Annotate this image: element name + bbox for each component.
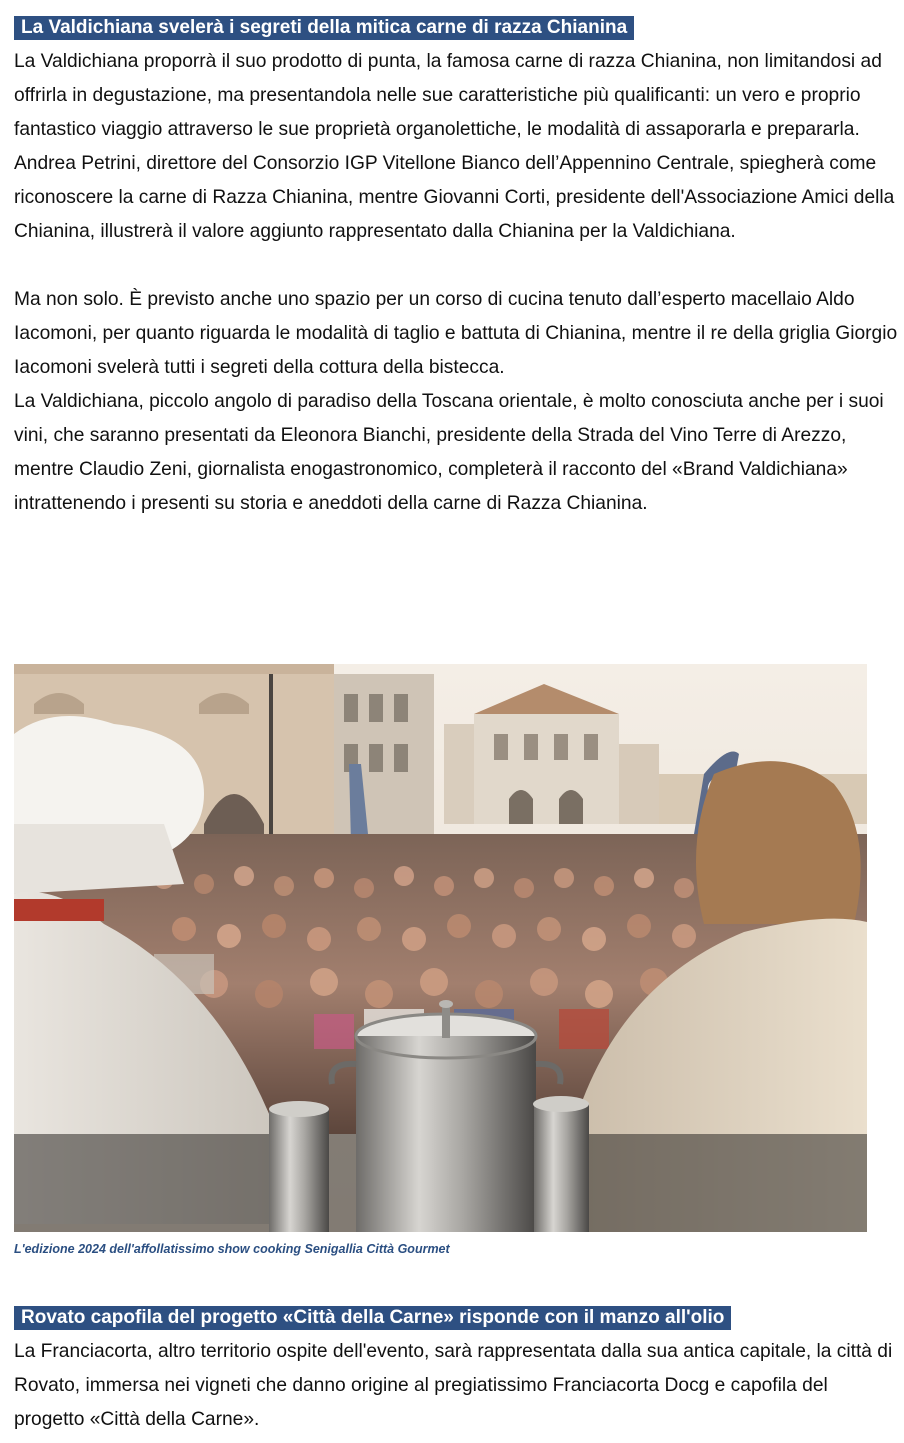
section-heading-rovato: Rovato capofila del progetto «Città della Carne» risponde con il manzo all'olio <box>14 1306 731 1330</box>
paragraph: Ma non solo. È previsto anche uno spazio per un corso di cucina tenuto dall’esperto macellaio Aldo Iacomoni, per quanto riguarda le modalità di taglio e battuta di Chianina, mentre il re della griglia Giorgio Iacomoni svelerà tutti i segreti della cottura della bistecca. <box>14 289 898 378</box>
article-body-rovato <box>14 1335 899 1437</box>
photo-caption: L'edizione 2024 dell'affollatissimo show cooking Senigallia Città Gourmet <box>14 1242 450 1256</box>
paragraph: Andrea Petrini, direttore del Consorzio IGP Vitellone Bianco dell’Appennino Centrale, spiegherà come riconoscere la carne di Razza Chianina, mentre Giovanni Corti, presidente dell'Associazione Amici della Chianina, illustrerà il valore aggiunto rappresentato dalla Chianina per la Valdichiana. <box>14 153 895 242</box>
paragraph-spacer <box>14 249 899 283</box>
article-body-valdichiana <box>14 45 899 521</box>
event-photo <box>14 664 867 1232</box>
paragraph: La Valdichiana proporrà il suo prodotto di punta, la famosa carne di razza Chianina, non limitandosi ad offrirla in degustazione, ma presentandola nelle sue caratteristiche più qualificanti: un vero e proprio fantastico viaggio attraverso le sue proprietà organolettiche, le modalità di assaporarla e prepararla. <box>14 51 882 140</box>
paragraph: La Franciacorta, altro territorio ospite dell'evento, sarà rappresentata dalla sua antica capitale, la città di Rovato, immersa nei vigneti che danno origine al pregiatissimo Franciacorta Docg e capofila del progetto «Città della Carne». <box>14 1341 893 1430</box>
paragraph: La Valdichiana, piccolo angolo di paradiso della Toscana orientale, è molto conosciuta anche per i suoi vini, che saranno presentati da Eleonora Bianchi, presidente della Strada del Vino Terre di Arezzo, mentre Claudio Zeni, giornalista enogastronomico, completerà il racconto del «Brand Valdichiana» intrattenendo i presenti su storia e aneddoti della carne di Razza Chianina. <box>14 391 884 514</box>
section-heading-valdichiana: La Valdichiana svelerà i segreti della mitica carne di razza Chianina <box>14 16 634 40</box>
